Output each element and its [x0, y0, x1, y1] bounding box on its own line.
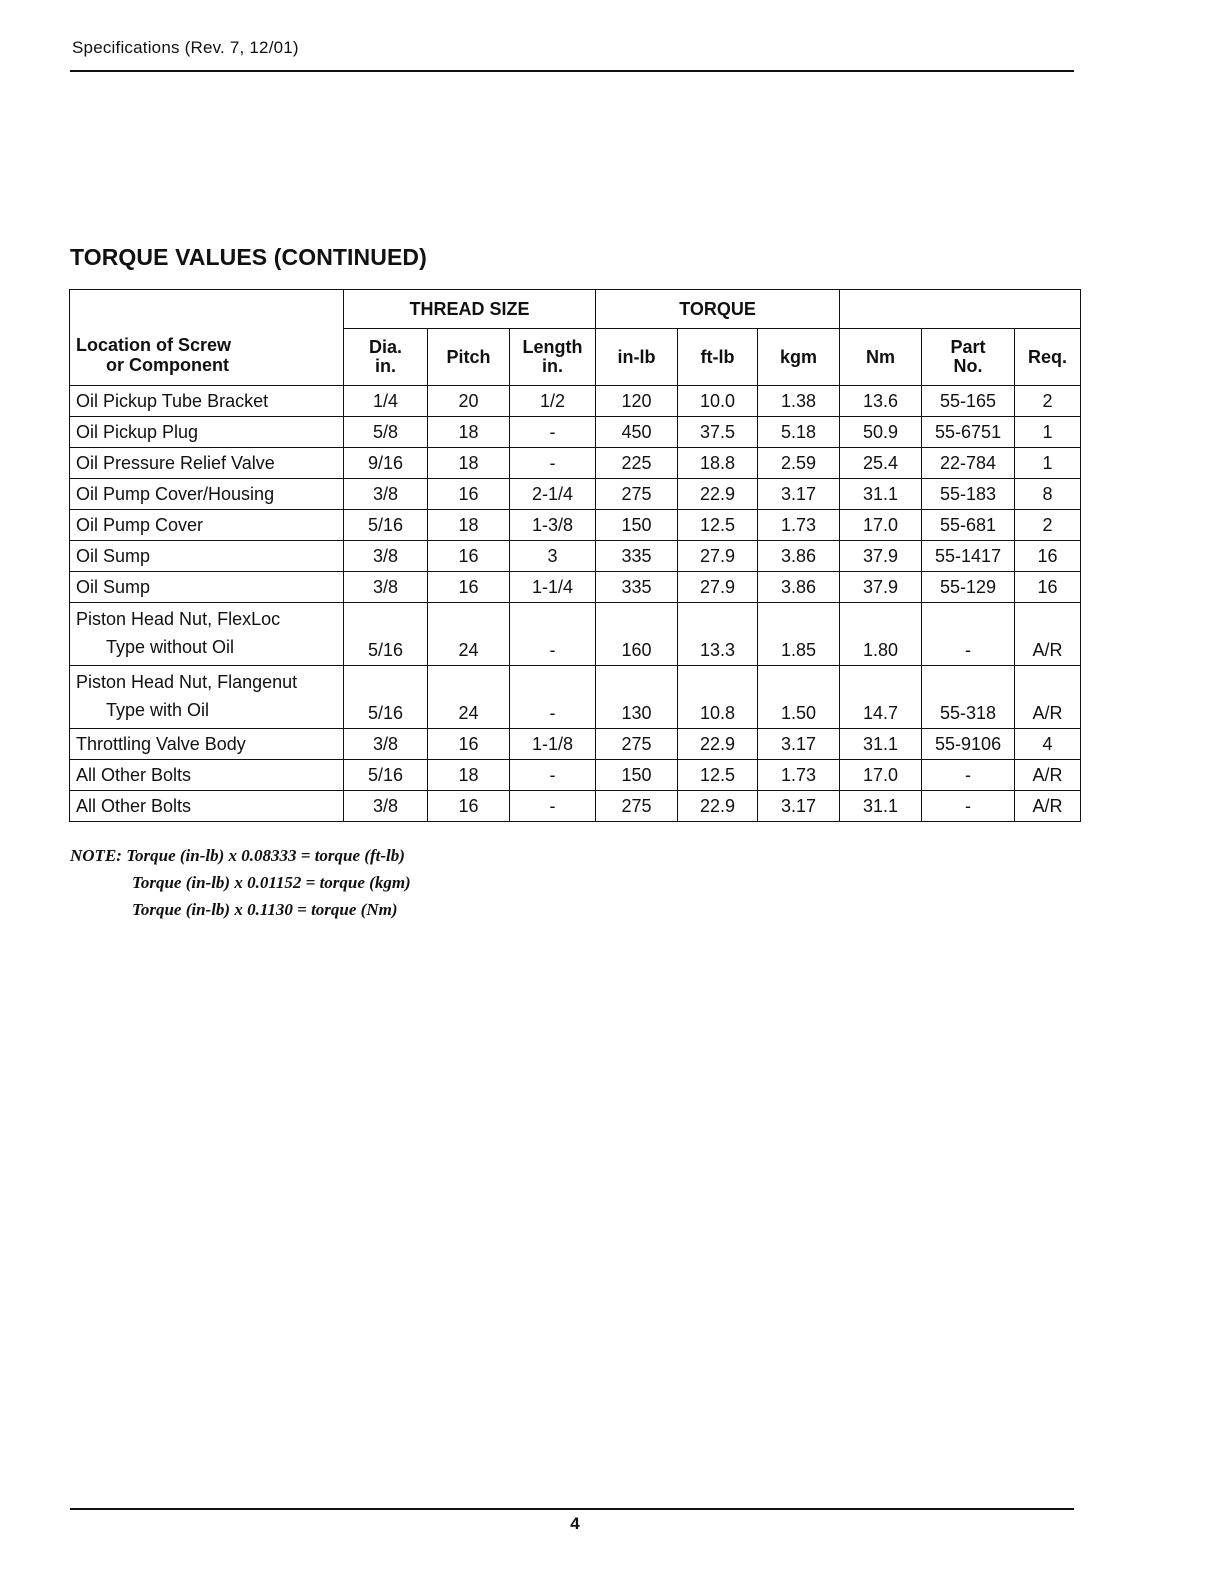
length-cell: - [510, 448, 596, 479]
pitch-cell: 24 [428, 666, 510, 729]
dia-cell: 9/16 [344, 448, 428, 479]
req-cell: 1 [1015, 417, 1081, 448]
kgm-column-header: kgm [758, 329, 840, 386]
kgm-cell: 3.86 [758, 541, 840, 572]
pitch-cell: 16 [428, 791, 510, 822]
location-line1: Piston Head Nut, Flangenut [76, 672, 298, 692]
part-no-cell: 55-165 [922, 386, 1015, 417]
ft-lb-cell: 10.0 [678, 386, 758, 417]
table-row [70, 510, 1081, 541]
part-header-line1: Part [950, 337, 986, 357]
pitch-cell: 18 [428, 510, 510, 541]
location-line2: Type with Oil [106, 700, 210, 720]
pitch-cell: 16 [428, 572, 510, 603]
location-cell: Oil Pressure Relief Valve [70, 448, 344, 479]
empty-group-header [840, 290, 1081, 329]
pitch-cell: 18 [428, 760, 510, 791]
in-lb-cell: 160 [596, 603, 678, 666]
ft-lb-cell: 22.9 [678, 791, 758, 822]
dia-header-line1: Dia. [368, 337, 402, 357]
table-row [70, 479, 1081, 510]
kgm-cell: 1.50 [758, 666, 840, 729]
dia-header-line2: in. [375, 356, 396, 376]
req-cell: A/R [1015, 760, 1081, 791]
pitch-cell: 16 [428, 479, 510, 510]
in-lb-cell: 225 [596, 448, 678, 479]
in-lb-cell: 130 [596, 666, 678, 729]
dia-cell: 5/8 [344, 417, 428, 448]
nm-cell: 31.1 [840, 791, 922, 822]
dia-cell: 5/16 [344, 603, 428, 666]
dia-cell: 5/16 [344, 666, 428, 729]
part-header-line2: No. [953, 356, 983, 376]
part-no-cell: - [922, 791, 1015, 822]
location-cell: All Other Bolts [70, 760, 344, 791]
nm-cell: 31.1 [840, 729, 922, 760]
length-cell: 1-1/4 [510, 572, 596, 603]
ft-lb-cell: 27.9 [678, 572, 758, 603]
footer-divider [70, 1508, 1074, 1510]
location-cell: Throttling Valve Body [70, 729, 344, 760]
conversion-note [70, 842, 411, 923]
location-line2: Type without Oil [106, 637, 235, 657]
ft-lb-cell: 18.8 [678, 448, 758, 479]
req-column-header: Req. [1015, 329, 1081, 386]
part-no-cell: - [922, 760, 1015, 791]
table-row [70, 541, 1081, 572]
note-line2: Torque (in-lb) x 0.01152 = torque (kgm) [132, 873, 411, 892]
ft-lb-cell: 22.9 [678, 729, 758, 760]
part-no-cell: 55-681 [922, 510, 1015, 541]
table-row [70, 666, 1081, 729]
ft-lb-cell: 13.3 [678, 603, 758, 666]
location-cell: Oil Pickup Tube Bracket [70, 386, 344, 417]
kgm-cell: 2.59 [758, 448, 840, 479]
req-cell: A/R [1015, 791, 1081, 822]
location-cell: All Other Bolts [70, 791, 344, 822]
in-lb-cell: 150 [596, 510, 678, 541]
nm-cell: 17.0 [840, 510, 922, 541]
ft-lb-cell: 27.9 [678, 541, 758, 572]
pitch-cell: 20 [428, 386, 510, 417]
torque-values-table [69, 289, 1081, 822]
location-header-line1: Location of Screw [76, 335, 232, 355]
table-row [70, 729, 1081, 760]
length-cell: 1-3/8 [510, 510, 596, 541]
req-cell: 8 [1015, 479, 1081, 510]
kgm-cell: 3.17 [758, 729, 840, 760]
req-cell: 16 [1015, 572, 1081, 603]
length-column-header [510, 329, 596, 386]
table-row [70, 572, 1081, 603]
table-row [70, 791, 1081, 822]
length-cell: - [510, 603, 596, 666]
req-cell: 16 [1015, 541, 1081, 572]
req-cell: A/R [1015, 603, 1081, 666]
in-lb-cell: 335 [596, 541, 678, 572]
ft-lb-cell: 37.5 [678, 417, 758, 448]
length-cell: - [510, 760, 596, 791]
nm-cell: 37.9 [840, 541, 922, 572]
length-cell: 3 [510, 541, 596, 572]
req-cell: A/R [1015, 666, 1081, 729]
location-cell: Oil Sump [70, 572, 344, 603]
req-cell: 2 [1015, 386, 1081, 417]
length-cell: - [510, 666, 596, 729]
part-no-cell: 55-1417 [922, 541, 1015, 572]
thread-size-group-header: THREAD SIZE [344, 290, 596, 329]
req-cell: 1 [1015, 448, 1081, 479]
kgm-cell: 3.86 [758, 572, 840, 603]
note-line1: NOTE: Torque (in-lb) x 0.08333 = torque (ft-lb) [70, 846, 405, 865]
nm-cell: 14.7 [840, 666, 922, 729]
length-header-line2: in. [542, 356, 564, 376]
header-divider [70, 70, 1074, 72]
dia-cell: 1/4 [344, 386, 428, 417]
dia-cell: 3/8 [344, 541, 428, 572]
dia-cell: 3/8 [344, 572, 428, 603]
table-row [70, 448, 1081, 479]
part-no-cell: 55-6751 [922, 417, 1015, 448]
ft-lb-cell: 12.5 [678, 510, 758, 541]
pitch-cell: 18 [428, 417, 510, 448]
pitch-cell: 16 [428, 729, 510, 760]
table-group-header-row [70, 290, 1081, 329]
nm-cell: 25.4 [840, 448, 922, 479]
kgm-cell: 3.17 [758, 791, 840, 822]
kgm-cell: 1.38 [758, 386, 840, 417]
kgm-cell: 1.73 [758, 510, 840, 541]
pitch-column-header: Pitch [428, 329, 510, 386]
nm-cell: 50.9 [840, 417, 922, 448]
in-lb-cell: 335 [596, 572, 678, 603]
length-cell: - [510, 791, 596, 822]
part-no-cell: 55-318 [922, 666, 1015, 729]
length-cell: 1-1/8 [510, 729, 596, 760]
kgm-cell: 3.17 [758, 479, 840, 510]
ft-lb-column-header: ft-lb [678, 329, 758, 386]
length-cell: - [510, 417, 596, 448]
in-lb-cell: 120 [596, 386, 678, 417]
kgm-cell: 5.18 [758, 417, 840, 448]
kgm-cell: 1.85 [758, 603, 840, 666]
ft-lb-cell: 22.9 [678, 479, 758, 510]
section-title: TORQUE VALUES (CONTINUED) [70, 244, 427, 270]
page-header: Specifications (Rev. 7, 12/01) [72, 38, 299, 57]
part-no-column-header [922, 329, 1015, 386]
dia-cell: 5/16 [344, 760, 428, 791]
length-header-line1: Length [522, 337, 583, 357]
page-number: 4 [570, 1514, 580, 1533]
location-column-header [70, 290, 344, 386]
in-lb-column-header: in-lb [596, 329, 678, 386]
nm-column-header: Nm [840, 329, 922, 386]
location-header-line2: or Component [106, 355, 229, 375]
dia-cell: 3/8 [344, 729, 428, 760]
location-cell: Oil Pickup Plug [70, 417, 344, 448]
part-no-cell: - [922, 603, 1015, 666]
torque-group-header: TORQUE [596, 290, 840, 329]
nm-cell: 1.80 [840, 603, 922, 666]
part-no-cell: 55-9106 [922, 729, 1015, 760]
in-lb-cell: 275 [596, 479, 678, 510]
note-line3: Torque (in-lb) x 0.1130 = torque (Nm) [132, 900, 398, 919]
pitch-cell: 24 [428, 603, 510, 666]
nm-cell: 13.6 [840, 386, 922, 417]
table-row [70, 760, 1081, 791]
req-cell: 4 [1015, 729, 1081, 760]
location-cell [70, 666, 344, 729]
in-lb-cell: 275 [596, 729, 678, 760]
nm-cell: 31.1 [840, 479, 922, 510]
kgm-cell: 1.73 [758, 760, 840, 791]
part-no-cell: 55-183 [922, 479, 1015, 510]
table-row [70, 417, 1081, 448]
dia-cell: 5/16 [344, 510, 428, 541]
table-row [70, 603, 1081, 666]
location-cell: Oil Sump [70, 541, 344, 572]
location-line1: Piston Head Nut, FlexLoc [76, 609, 281, 629]
req-cell: 2 [1015, 510, 1081, 541]
pitch-cell: 16 [428, 541, 510, 572]
location-cell [70, 603, 344, 666]
in-lb-cell: 150 [596, 760, 678, 791]
ft-lb-cell: 10.8 [678, 666, 758, 729]
dia-column-header [344, 329, 428, 386]
in-lb-cell: 450 [596, 417, 678, 448]
ft-lb-cell: 12.5 [678, 760, 758, 791]
dia-cell: 3/8 [344, 479, 428, 510]
dia-cell: 3/8 [344, 791, 428, 822]
part-no-cell: 55-129 [922, 572, 1015, 603]
in-lb-cell: 275 [596, 791, 678, 822]
table-row [70, 386, 1081, 417]
pitch-cell: 18 [428, 448, 510, 479]
nm-cell: 37.9 [840, 572, 922, 603]
location-cell: Oil Pump Cover/Housing [70, 479, 344, 510]
location-cell: Oil Pump Cover [70, 510, 344, 541]
part-no-cell: 22-784 [922, 448, 1015, 479]
nm-cell: 17.0 [840, 760, 922, 791]
length-cell: 1/2 [510, 386, 596, 417]
length-cell: 2-1/4 [510, 479, 596, 510]
